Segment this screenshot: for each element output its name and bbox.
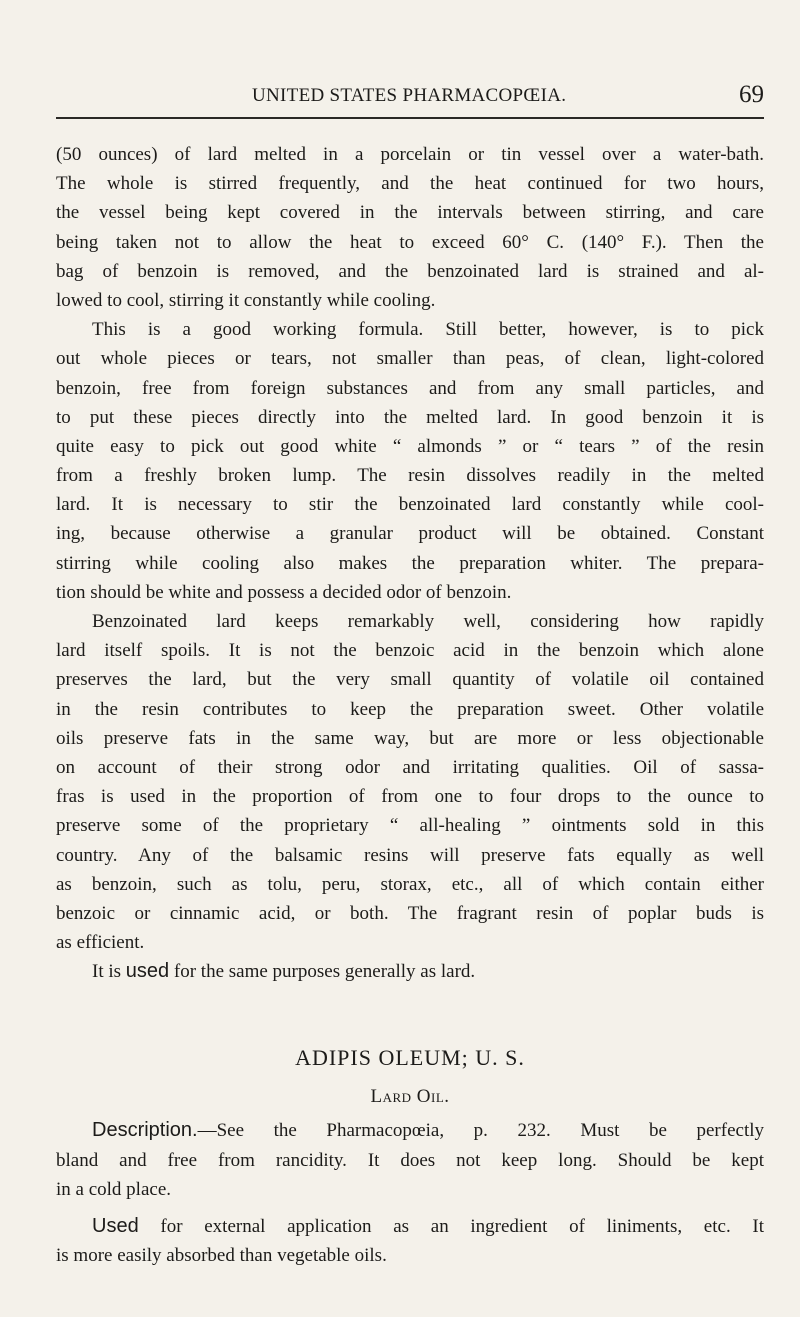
paragraph-spacer <box>56 1204 764 1212</box>
paragraph-3 <box>56 607 764 957</box>
body-text <box>56 140 764 1270</box>
used-heading-text: for external application as an ingredient of liniments, etc. It <box>138 1216 764 1237</box>
running-head <box>56 81 764 115</box>
text-line: ing, because otherwise a granular product will be obtained. Constant <box>56 523 764 545</box>
used-text: for the same purposes generally as lard. <box>169 961 476 983</box>
text-line: from a freshly broken lump. The resin dissolves readily in the melted <box>56 465 764 487</box>
text-line: bland and free from rancidity. It does not keep long. Should be kept <box>56 1149 764 1171</box>
paragraph-4 <box>56 957 764 986</box>
description-label: Description. <box>92 1119 198 1142</box>
text-line: lard. It is necessary to stir the benzoinated lard constantly while cool- <box>56 494 764 516</box>
text-line: stirring while cooling also makes the preparation whiter. The prepara- <box>56 552 764 574</box>
text-line <box>56 1212 764 1241</box>
section-title: ADIPIS OLEUM; U. S. <box>295 1045 525 1071</box>
text-line: benzoic or cinnamic acid, or both. The fragrant resin of poplar buds is <box>56 902 764 924</box>
description-paragraph <box>56 1116 764 1204</box>
header-rule <box>56 117 764 119</box>
text-line: out whole pieces or tears, not smaller than peas, of clean, light-colored <box>56 348 764 370</box>
used-label: used <box>125 960 170 983</box>
used-paragraph <box>56 1212 764 1270</box>
text-line: oils preserve fats in the same way, but are more or less objectionable <box>56 727 764 749</box>
page-number: 69 <box>739 81 764 108</box>
description-text: —See the Pharmacopœia, p. 232. Must be perfectly <box>197 1120 764 1142</box>
text-line: tion should be white and possess a decided odor of benzoin. <box>56 581 512 603</box>
text-line: is more easily absorbed than vegetable oils. <box>56 1245 387 1267</box>
text-line: preserves the lard, but the very small quantity of volatile oil contained <box>56 669 764 691</box>
used-prefix: It is <box>92 961 126 983</box>
text-line: being taken not to allow the heat to exceed 60° C. (140° F.). Then the <box>56 231 764 253</box>
text-line: quite easy to pick out good white “ almonds ” or “ tears ” of the resin <box>56 435 764 457</box>
running-title: UNITED STATES PHARMACOPŒIA. <box>252 85 567 106</box>
text-line: as efficient. <box>56 932 145 954</box>
used-heading-label: Used <box>92 1215 139 1237</box>
text-line: benzoin, free from foreign substances and from any small particles, and <box>56 377 764 399</box>
text-line: lowed to cool, stirring it constantly while cooling. <box>56 289 436 311</box>
section-spacer <box>56 986 764 1038</box>
section-subtitle: Lard Oil. <box>370 1086 450 1108</box>
text-line <box>56 957 764 986</box>
text-line: in a cold place. <box>56 1178 172 1200</box>
text-line: in the resin contributes to keep the preparation sweet. Other volatile <box>56 698 764 720</box>
text-line: fras is used in the proportion of from one to four drops to the ounce to <box>56 786 764 808</box>
text-line: the vessel being kept covered in the intervals between stirring, and care <box>56 202 764 224</box>
text-line: lard itself spoils. It is not the benzoic acid in the benzoin which alone <box>56 640 764 662</box>
text-line: Benzoinated lard keeps remarkably well, considering how rapidly <box>92 611 764 632</box>
text-line: bag of benzoin is removed, and the benzoinated lard is strained and al- <box>56 260 764 282</box>
text-line: (50 ounces) of lard melted in a porcelain or tin vessel over a water-bath. <box>56 144 764 165</box>
text-line: This is a good working formula. Still better, however, is to pick <box>92 319 764 341</box>
text-line: country. Any of the balsamic resins will preserve fats equally as well <box>56 844 764 866</box>
paragraph-1 <box>56 140 764 315</box>
text-line: preserve some of the proprietary “ all-healing ” ointments sold in this <box>56 815 764 837</box>
paragraph-2 <box>56 315 764 607</box>
text-line: The whole is stirred frequently, and the heat continued for two hours, <box>56 173 764 195</box>
text-line: as benzoin, such as tolu, peru, storax, etc., all of which contain either <box>56 873 764 895</box>
text-line: on account of their strong odor and irritating qualities. Oil of sassa- <box>56 756 764 778</box>
text-line <box>56 1116 764 1145</box>
text-line: to put these pieces directly into the melted lard. In good benzoin it is <box>56 406 764 428</box>
